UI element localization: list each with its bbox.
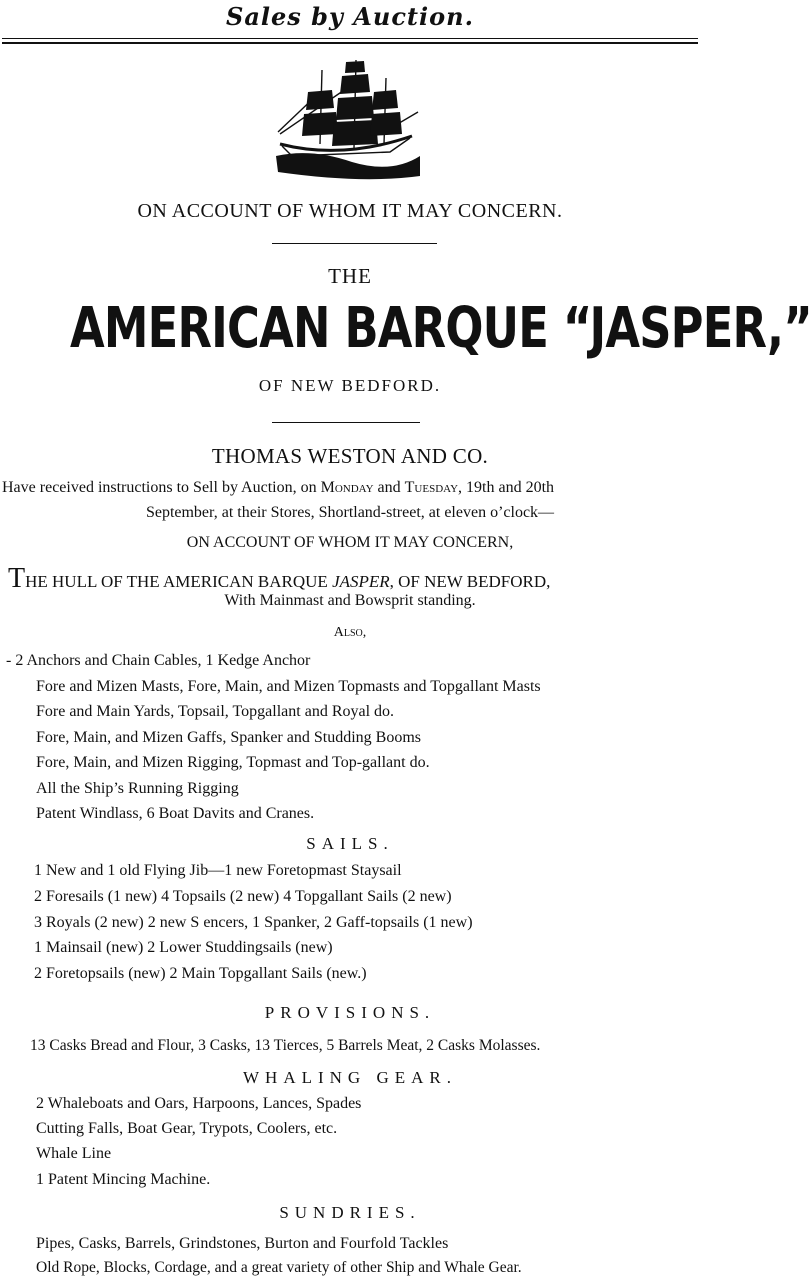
auctioneer-firm: THOMAS WESTON AND CO. — [211, 444, 489, 468]
also-label: Also, — [333, 625, 367, 640]
hull-drop-cap: T — [8, 563, 26, 594]
vessel-headline: AMERICAN BARQUE “JASPER,” — [70, 296, 812, 361]
list-item-whaling: 2 Whaleboats and Oars, Harpoons, Lances, Spades — [36, 1095, 362, 1112]
instructions-text-c: and — [373, 479, 405, 496]
page-header-title: Sales by Auction. — [226, 2, 474, 31]
section-heading-provisions: PROVISIONS. — [264, 1003, 436, 1022]
list-item-provisions: 13 Casks Bread and Flour, 3 Casks, 13 Tierces, 5 Barrels Meat, 2 Casks Molasses. — [30, 1037, 541, 1054]
hull-vessel-name: JASPER — [332, 572, 390, 591]
account-heading-mid: ON ACCOUNT OF WHOM IT MAY CONCERN, — [186, 534, 514, 551]
list-item-gear: Fore and Mizen Masts, Fore, Main, and Mizen Topmasts and Topgallant Masts — [36, 678, 541, 695]
list-item-whaling: 1 Patent Mincing Machine. — [36, 1171, 211, 1188]
list-item-gear: - 2 Anchors and Chain Cables, 1 Kedge Anchor — [6, 652, 311, 669]
hull-text-a: HE HULL OF THE AMERICAN BARQUE — [25, 572, 333, 591]
list-item-gear: All the Ship’s Running Rigging — [36, 780, 239, 797]
instructions-line-2: September, at their Stores, Shortland-street, at eleven o’clock— — [145, 504, 555, 521]
hull-text-c: , OF NEW BEDFORD, — [389, 572, 551, 591]
section-heading-sundries: SUNDRIES. — [279, 1203, 421, 1222]
instructions-text-e: , 19th and 20th — [458, 479, 555, 496]
header-rule-top — [2, 38, 698, 39]
list-item-gear: Patent Windlass, 6 Boat Davits and Cranes. — [36, 805, 315, 822]
mainmast-line: With Mainmast and Bowsprit standing. — [224, 592, 476, 609]
list-item-sails: 2 Foretopsails (new) 2 Main Topgallant Sails (new.) — [34, 965, 367, 982]
instructions-monday: Monday — [320, 479, 374, 496]
header-rule-bottom — [2, 42, 698, 44]
list-item-whaling: Whale Line — [36, 1145, 112, 1162]
divider-rule-2 — [272, 422, 420, 423]
hull-line — [8, 563, 550, 595]
list-item-whaling: Cutting Falls, Boat Gear, Trypots, Coolers, etc. — [36, 1120, 338, 1137]
account-heading-top: ON ACCOUNT OF WHOM IT MAY CONCERN. — [137, 200, 563, 222]
list-item-gear: Fore, Main, and Mizen Gaffs, Spanker and Studding Booms — [36, 729, 421, 746]
instructions-text-a: Have received instructions to Sell by Auction, on — [2, 479, 321, 496]
list-item-sundries: Pipes, Casks, Barrels, Grindstones, Burton and Fourfold Tackles — [36, 1235, 449, 1252]
the-label: THE — [328, 264, 372, 288]
instructions-tuesday: Tuesday — [404, 479, 459, 496]
section-heading-sails: SAILS. — [306, 834, 394, 853]
list-item-sails: 1 New and 1 old Flying Jib—1 new Foretopmast Staysail — [34, 862, 402, 879]
list-item-gear: Fore, Main, and Mizen Rigging, Topmast and Top-gallant do. — [36, 754, 430, 771]
section-heading-whaling: WHALING GEAR. — [243, 1068, 457, 1087]
divider-rule-1 — [272, 243, 437, 244]
list-item-sundries: Old Rope, Blocks, Cordage, and a great variety of other Ship and Whale Gear. — [36, 1259, 522, 1276]
list-item-sails: 3 Royals (2 new) 2 new S encers, 1 Spanker, 2 Gaff-topsails (1 new) — [34, 914, 473, 931]
port-of-registry: OF NEW BEDFORD. — [258, 376, 442, 395]
ship-engraving-icon — [272, 52, 422, 184]
instructions-line-1 — [2, 479, 554, 497]
list-item-gear: Fore and Main Yards, Topsail, Topgallant and Royal do. — [36, 703, 395, 720]
list-item-sails: 1 Mainsail (new) 2 Lower Studdingsails (new) — [34, 939, 333, 956]
list-item-sails: 2 Foresails (1 new) 4 Topsails (2 new) 4 Topgallant Sails (2 new) — [34, 888, 452, 905]
